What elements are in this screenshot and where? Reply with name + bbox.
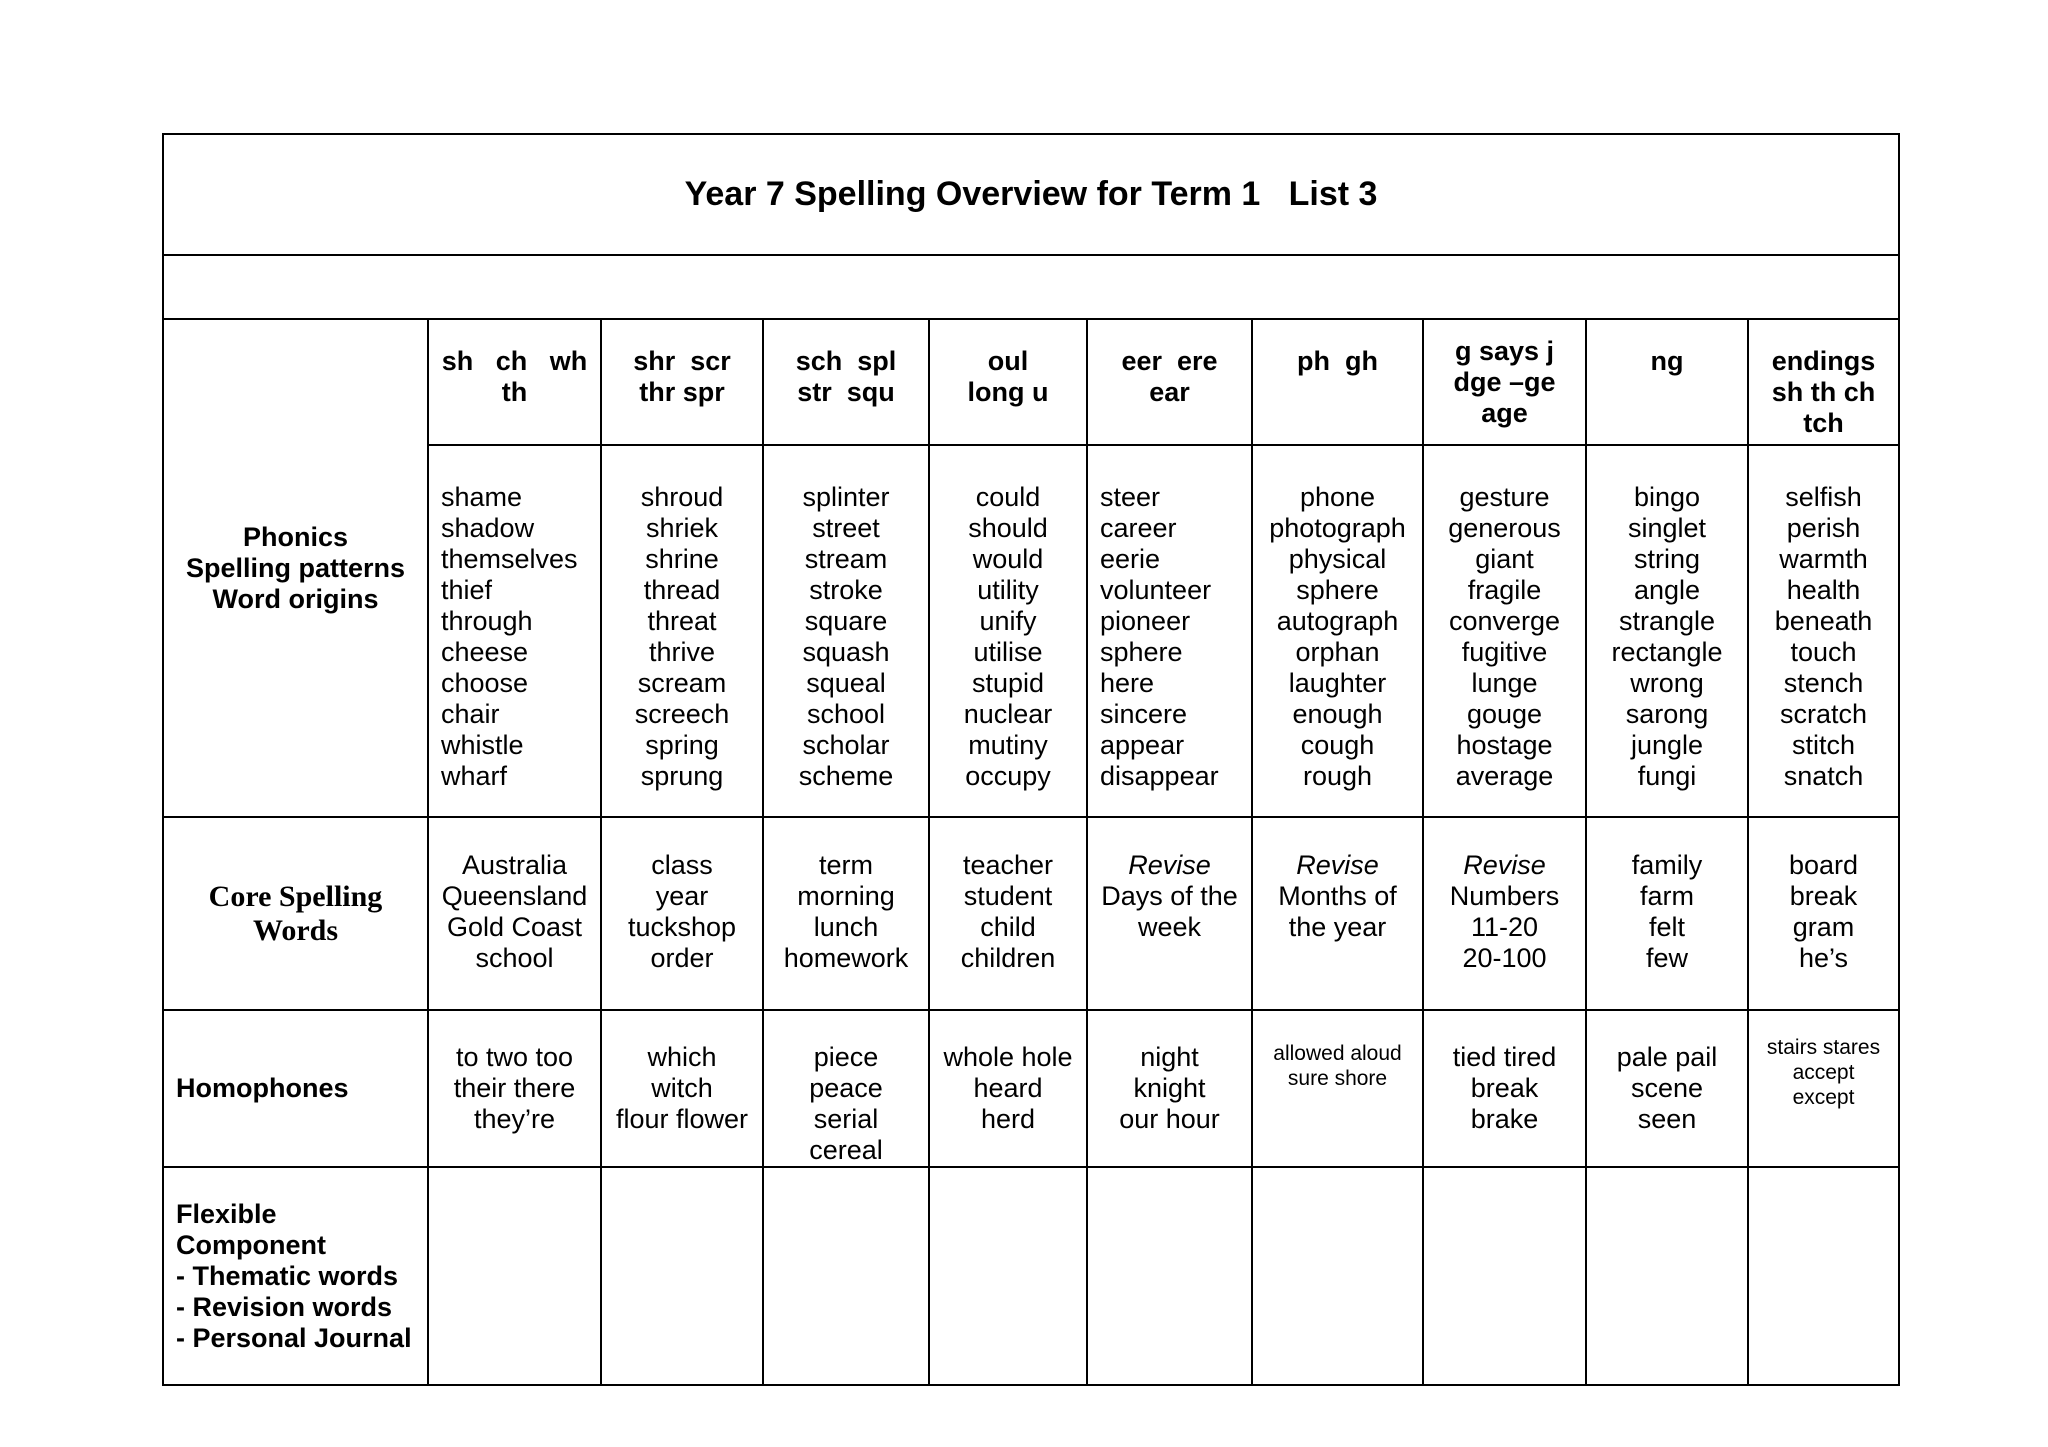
word-item: volunteer [1100,575,1212,605]
word-item: generous [1448,513,1561,543]
flexible-cell [1748,1167,1899,1385]
flexible-cell [763,1167,929,1385]
pattern-cell [1586,319,1748,445]
word-item: perish [1786,513,1861,543]
word-item: he’s [1798,943,1849,973]
word-item: herd [980,1104,1036,1134]
word-item: jungle [1630,730,1704,760]
pattern-cell [1423,319,1586,445]
flexible-cell [929,1167,1087,1385]
word-item: phone [1299,482,1376,512]
pattern-line: endings [1771,346,1876,376]
word-item: selfish [1785,482,1862,512]
word-item: scholar [802,730,890,760]
word-item: bingo [1633,482,1701,512]
word-item: scheme [798,761,894,791]
row-label-line: - Revision words [176,1291,393,1322]
word-item: mutiny [968,730,1048,760]
pattern-line: dge –ge [1453,367,1556,397]
word-item: squash [802,637,890,667]
pattern-line: long u [967,377,1049,407]
word-item: gram [1792,912,1855,942]
row-label-line: Spelling patterns [185,552,406,583]
word-item: night [1140,1042,1199,1072]
word-item: term [819,850,873,880]
homophone-list [1087,1010,1252,1167]
row-label-homophones [163,1010,428,1167]
homophone-list [1586,1010,1748,1167]
pattern-line: age [1481,398,1528,428]
row-label-line: - Thematic words [176,1260,399,1291]
word-item: few [1645,943,1689,973]
flexible-cell [1087,1167,1252,1385]
pattern-line: oul [987,346,1029,376]
word-item: class [651,850,713,880]
word-item: Days of the [1101,881,1238,911]
core-words [1748,817,1899,1010]
word-item: stitch [1792,730,1856,760]
homophone-list [929,1010,1087,1167]
word-item: squeal [806,668,886,698]
flexible-cell [428,1167,601,1385]
word-item: career [1100,513,1177,543]
pattern-line: thr spr [639,377,725,407]
row-label-line: Homophones [176,1073,349,1103]
pattern-cell [601,319,763,445]
word-item: serial [813,1104,879,1134]
page-title: Year 7 Spelling Overview for Term 1 List 3 [163,134,1899,255]
homophone-list [1748,1010,1899,1167]
word-list [1423,445,1586,817]
pattern-line: sch spl [795,346,897,376]
word-item: splinter [802,482,890,512]
pattern-line: str squ [797,377,895,407]
word-item: our hour [1119,1104,1220,1134]
word-item: utilise [973,637,1043,667]
row-label-flexible [163,1167,428,1385]
word-list [428,445,601,817]
word-item: wrong [1630,668,1704,698]
word-item: farm [1640,881,1694,911]
word-item: tuckshop [627,912,737,942]
word-item: beneath [1774,606,1873,636]
word-item: Australia [461,850,568,880]
word-list [601,445,763,817]
word-item: touch [1790,637,1857,667]
word-item: children [960,943,1056,973]
word-item: gouge [1466,699,1543,729]
word-item: piece [813,1042,879,1072]
row-label-line: Flexible [176,1198,277,1229]
word-item: Revise [1296,850,1379,880]
word-item: string [1633,544,1701,574]
word-item: heard [973,1073,1043,1103]
core-words [1586,817,1748,1010]
word-item: teacher [962,850,1054,880]
word-item: enough [1292,699,1383,729]
word-item: lunch [813,912,879,942]
row-label-line: Word origins [212,583,379,614]
word-item: knight [1133,1073,1206,1103]
core-words [763,817,929,1010]
word-item: cough [1300,730,1375,760]
word-list [763,445,929,817]
word-item: steer [1100,482,1161,512]
word-item: witch [651,1073,713,1103]
word-item: break [1470,1073,1539,1103]
word-item: thrive [648,637,716,667]
word-item: square [804,606,888,636]
word-item: Revise [1463,850,1546,880]
pattern-cell [1252,319,1423,445]
pattern-line: ear [1149,377,1190,407]
word-item: scream [637,668,727,698]
homophone-list [1423,1010,1586,1167]
word-item: themselves [441,544,578,574]
word-item: fugitive [1461,637,1548,667]
homophone-list [1252,1010,1423,1167]
word-item: stupid [971,668,1045,698]
word-item: pioneer [1100,606,1191,636]
pattern-cell [929,319,1087,445]
word-item: sphere [1296,575,1379,605]
word-item: their there [453,1073,576,1103]
homophone-list [601,1010,763,1167]
word-item: chair [441,699,500,729]
word-item: Revise [1128,850,1211,880]
word-item: street [812,513,880,543]
word-item: appear [1100,730,1185,760]
word-item: year [655,881,709,911]
word-item: shriek [645,513,719,543]
word-item: except [1792,1086,1855,1109]
word-list [1252,445,1423,817]
word-item: average [1455,761,1554,791]
word-item: which [647,1042,717,1072]
word-item: homework [783,943,909,973]
word-item: health [1786,575,1861,605]
word-item: school [806,699,886,729]
word-item: allowed aloud [1273,1042,1402,1065]
row-label-line: Core Spelling [208,879,383,913]
pattern-cell [763,319,929,445]
row-label-core [163,817,428,1010]
word-item: pale pail [1616,1042,1718,1072]
word-item: tied tired [1452,1042,1557,1072]
core-words [929,817,1087,1010]
word-item: stroke [809,575,883,605]
core-words [1423,817,1586,1010]
word-item: child [980,912,1036,942]
word-item: they’re [473,1104,556,1134]
pattern-line: tch [1803,408,1844,438]
word-item: singlet [1627,513,1707,543]
word-item: thread [643,575,721,605]
word-list [1586,445,1748,817]
word-item: would [972,544,1044,574]
flexible-cell [1252,1167,1423,1385]
word-item: rough [1302,761,1373,791]
core-words [1087,817,1252,1010]
word-item: sprung [640,761,724,791]
row-label-phonics [163,319,428,817]
word-item: lunge [1471,668,1538,698]
word-item: scratch [1780,699,1868,729]
pattern-line: eer ere [1121,346,1218,376]
word-item: board [1788,850,1859,880]
pattern-cell [428,319,601,445]
word-item: autograph [1276,606,1399,636]
row-label-line: - Personal Journal [176,1322,412,1353]
pattern-line: sh ch wh [441,346,588,376]
core-words [1252,817,1423,1010]
word-item: Months of [1278,881,1397,911]
word-item: laughter [1288,668,1387,698]
word-item: strangle [1618,606,1716,636]
word-item: peace [809,1073,883,1103]
row-label-line: Words [252,913,339,947]
word-item: disappear [1100,761,1219,791]
word-item: threat [647,606,717,636]
word-item: occupy [965,761,1051,791]
blank-row [163,255,1899,319]
pattern-line: ph gh [1297,346,1378,376]
word-item: fungi [1637,761,1697,791]
word-item: angle [1633,575,1701,605]
word-item: sure shore [1287,1067,1388,1090]
word-item: thief [441,575,493,605]
word-item: utility [977,575,1039,605]
word-item: hostage [1456,730,1553,760]
word-item: giant [1475,544,1534,574]
word-item: 11-20 [1470,912,1539,942]
word-item: school [475,943,554,973]
word-item: gesture [1459,482,1550,512]
word-item: scene [1630,1073,1704,1103]
homophone-list [428,1010,601,1167]
homophone-list [763,1010,929,1167]
word-item: cheese [441,637,529,667]
core-words [601,817,763,1010]
pattern-line: shr scr [633,346,731,376]
word-item: physical [1288,544,1387,574]
word-item: 20-100 [1462,943,1547,973]
word-list [1087,445,1252,817]
word-item: choose [441,668,529,698]
word-item: Queensland [441,881,588,911]
word-item: brake [1470,1104,1539,1134]
flexible-cell [601,1167,763,1385]
word-item: week [1137,912,1202,942]
word-item: spring [645,730,719,760]
word-item: could [975,482,1041,512]
word-item: stairs stares [1766,1036,1881,1059]
word-item: photograph [1269,513,1406,543]
word-item: order [650,943,714,973]
word-item: cereal [809,1135,883,1165]
word-item: to two too [455,1042,574,1072]
word-item: morning [797,881,895,911]
word-item: flour flower [615,1104,749,1134]
word-item: screech [634,699,730,729]
word-item: shrine [645,544,719,574]
word-item: snatch [1783,761,1864,791]
word-item: shadow [441,513,535,543]
word-item: through [441,606,533,636]
row-label-line: Phonics [242,521,349,552]
word-item: stench [1783,668,1864,698]
word-list [929,445,1087,817]
pattern-line: ng [1650,346,1684,376]
word-item: seen [1637,1104,1697,1134]
word-item: should [968,513,1048,543]
word-item: wharf [441,761,508,791]
word-item: family [1631,850,1703,880]
word-item: Numbers [1449,881,1560,911]
word-item: the year [1288,912,1387,942]
word-item: break [1789,881,1858,911]
word-item: Gold Coast [446,912,583,942]
flexible-cell [1586,1167,1748,1385]
pattern-cell [1087,319,1252,445]
word-item: whole hole [943,1042,1073,1072]
core-words [428,817,601,1010]
pattern-cell [1748,319,1899,445]
word-item: sphere [1100,637,1183,667]
word-item: here [1100,668,1155,698]
word-item: orphan [1295,637,1380,667]
row-label-line: Component [176,1229,326,1260]
pattern-line: sh th ch [1771,377,1876,407]
word-item: accept [1792,1061,1855,1084]
word-item: sarong [1625,699,1709,729]
word-item: shroud [640,482,724,512]
word-item: unify [979,606,1037,636]
word-item: nuclear [963,699,1053,729]
pattern-line: th [501,377,528,407]
word-list [1748,445,1899,817]
word-item: shame [441,482,523,512]
word-item: fragile [1467,575,1542,605]
pattern-line: g says j [1454,336,1555,366]
spelling-overview-table [162,133,1900,1386]
flexible-cell [1423,1167,1586,1385]
word-item: warmth [1779,544,1868,574]
word-item: whistle [441,730,524,760]
word-item: rectangle [1611,637,1723,667]
word-item: student [963,881,1053,911]
word-item: eerie [1100,544,1161,574]
word-item: sincere [1100,699,1188,729]
word-item: stream [804,544,888,574]
word-item: converge [1448,606,1561,636]
word-item: felt [1648,912,1686,942]
